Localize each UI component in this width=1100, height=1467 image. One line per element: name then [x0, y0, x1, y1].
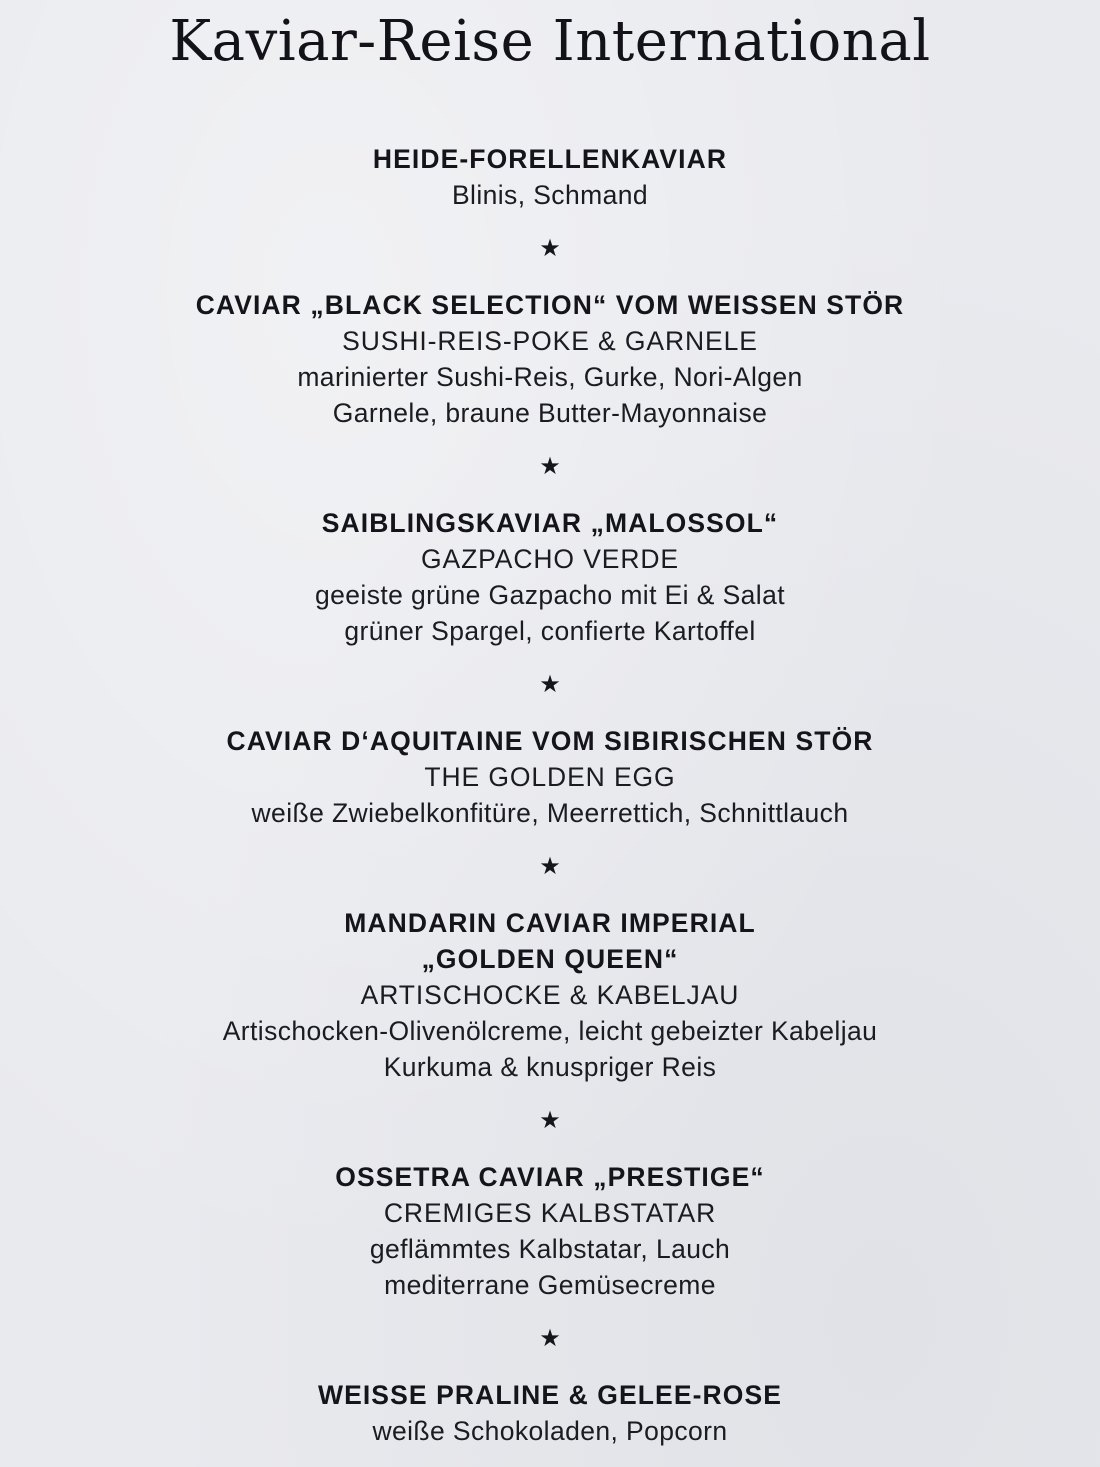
course-subtitle: ARTISCHOCKE & KABELJAU: [360, 980, 740, 1010]
course-detail: Artischocken-Olivenölcreme, leicht gebeizter Kabeljau: [222, 1016, 878, 1046]
star-divider-icon: ★: [539, 453, 561, 480]
star-divider-icon: ★: [539, 1325, 561, 1352]
course-detail: weiße Zwiebelkonfitüre, Meerrettich, Schnittlauch: [251, 798, 849, 828]
course-list: [0, 141, 1100, 1449]
star-divider-icon: ★: [539, 235, 561, 262]
course-detail: grüner Spargel, confierte Kartoffel: [344, 616, 756, 646]
course-subtitle: SUSHI-REIS-POKE & GARNELE: [342, 326, 758, 356]
course-name: „GOLDEN QUEEN“: [421, 944, 679, 974]
star-divider-icon: ★: [539, 853, 561, 880]
course-name: OSSETRA CAVIAR „PRESTIGE“: [335, 1162, 765, 1192]
menu-title: Kaviar-Reise International: [169, 9, 931, 74]
course-subtitle: THE GOLDEN EGG: [424, 762, 676, 792]
course-3: [0, 505, 1100, 649]
course-detail: geeiste grüne Gazpacho mit Ei & Salat: [315, 580, 785, 610]
course-name: CAVIAR D‘AQUITAINE VOM SIBIRISCHEN STÖR: [226, 726, 874, 756]
course-name: SAIBLINGSKAVIAR „MALOSSOL“: [321, 508, 779, 538]
course-4: [0, 723, 1100, 831]
course-name: MANDARIN CAVIAR IMPERIAL: [344, 908, 756, 938]
course-subtitle: CREMIGES KALBSTATAR: [383, 1198, 717, 1228]
course-6: [0, 1159, 1100, 1303]
course-5: [0, 905, 1100, 1085]
course-subtitle: GAZPACHO VERDE: [420, 544, 679, 574]
course-2: [0, 287, 1100, 431]
course-1: [0, 141, 1100, 213]
course-detail: mediterrane Gemüsecreme: [384, 1270, 716, 1300]
star-divider-icon: ★: [539, 1107, 561, 1134]
course-detail: marinierter Sushi-Reis, Gurke, Nori-Algen: [297, 362, 803, 392]
course-detail: weiße Schokoladen, Popcorn: [372, 1416, 728, 1446]
course-detail: Kurkuma & knuspriger Reis: [383, 1052, 717, 1082]
course-detail: geflämmtes Kalbstatar, Lauch: [369, 1234, 731, 1264]
course-name: WEISSE PRALINE & GELEE-ROSE: [317, 1380, 783, 1410]
course-detail: Garnele, braune Butter-Mayonnaise: [332, 398, 768, 428]
course-name: CAVIAR „BLACK SELECTION“ VOM WEISSEN STÖR: [195, 290, 905, 320]
course-detail: Blinis, Schmand: [451, 180, 648, 210]
course-7: [0, 1377, 1100, 1449]
course-name: HEIDE-FORELLENKAVIAR: [372, 144, 728, 174]
star-divider-icon: ★: [539, 671, 561, 698]
